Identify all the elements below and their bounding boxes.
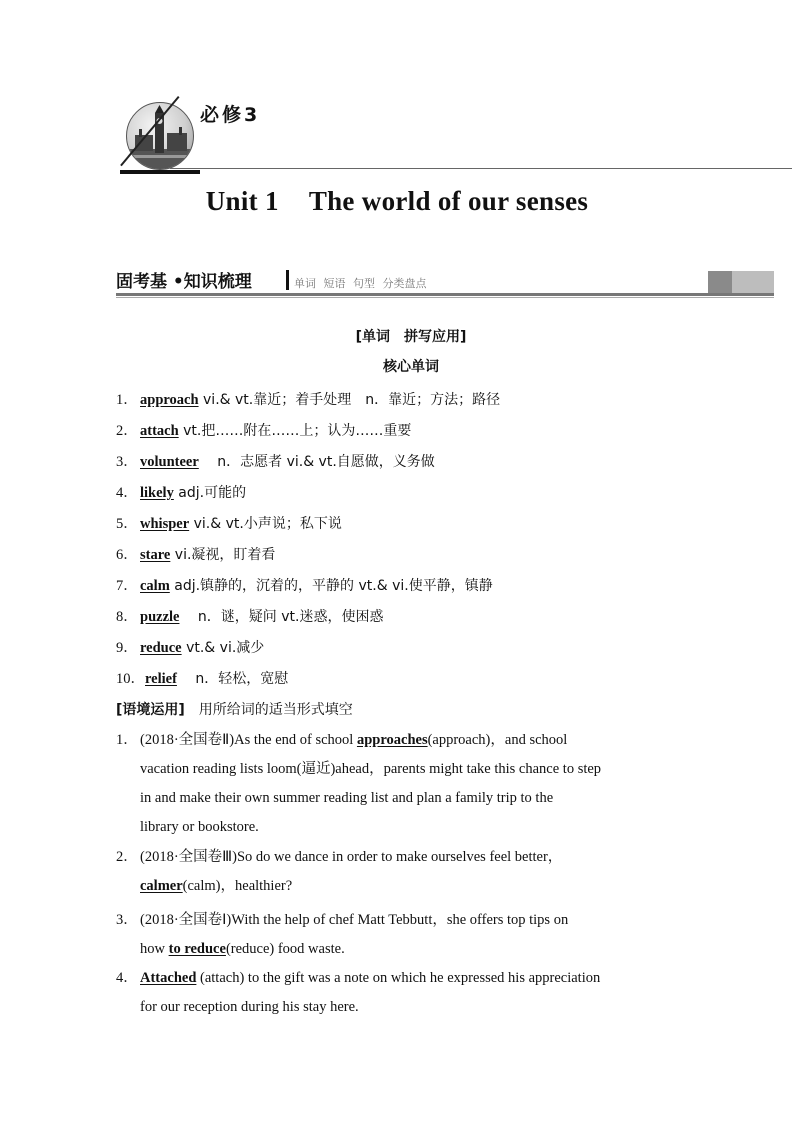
vocab-word: stare xyxy=(140,547,171,563)
item-number: 7． xyxy=(116,578,138,594)
vocab-definition: n．志愿者 vi.& vt.自愿做，义务做 xyxy=(198,454,435,470)
vocab-item xyxy=(116,605,383,626)
vocab-item xyxy=(116,574,493,595)
item-number: 8． xyxy=(116,609,138,625)
exercise-text: (reduce) food waste. xyxy=(225,941,345,957)
section-rule xyxy=(116,293,774,296)
unit-title xyxy=(0,186,794,217)
vocab-subheading: 核心单词 xyxy=(383,359,439,375)
unit-name: The world of our senses xyxy=(308,186,589,216)
vocab-word: whisper xyxy=(140,516,190,532)
vocab-item xyxy=(116,481,246,502)
exercise-answer: approaches xyxy=(356,732,428,748)
exercise-answer: to reduce xyxy=(168,941,226,957)
exercise-answer: calmer xyxy=(140,878,183,894)
item-number: 9． xyxy=(116,640,138,656)
vocab-word: reduce xyxy=(140,640,182,656)
context-heading xyxy=(116,699,353,719)
section-separator xyxy=(286,270,289,290)
vocab-definition: vi.& vt.靠近；着手处理 n．靠近；方法；路径 xyxy=(198,392,501,408)
vocab-heading: [单词 拼写应用] xyxy=(355,329,467,345)
vocab-item xyxy=(116,388,500,409)
section-rule-thin xyxy=(116,297,774,298)
vocab-word: calm xyxy=(140,578,170,594)
exercise-1 xyxy=(116,726,716,842)
exercise-text: (calm)，healthier? xyxy=(182,878,293,894)
vocab-item xyxy=(116,450,435,471)
vocab-word: puzzle xyxy=(140,609,180,625)
exercise-number: 1． xyxy=(116,732,138,748)
exercise-text: library or bookstore. xyxy=(140,819,259,835)
item-number: 2． xyxy=(116,423,138,439)
exercise-number: 4． xyxy=(116,970,138,986)
vocab-item xyxy=(116,543,275,564)
vocab-definition: adj.可能的 xyxy=(173,485,247,501)
exercise-answer: Attached xyxy=(140,970,197,986)
vocab-word: approach xyxy=(140,392,199,408)
exercise-text: (approach)，and school xyxy=(427,732,568,748)
book-header xyxy=(118,96,678,176)
item-number: 3． xyxy=(116,454,138,470)
exercise-3 xyxy=(116,906,716,964)
unit-number: Unit 1 xyxy=(205,186,279,216)
section-title: 固考基 •知识梳理 xyxy=(116,272,252,292)
vocab-definition: vi.凝视，盯着看 xyxy=(170,547,276,563)
exercise-text: for our reception during his stay here. xyxy=(140,999,359,1015)
exercise-text: (2018·全国卷Ⅲ)So do we dance in order to make ourselves feel better， xyxy=(140,849,563,865)
bar-block-dark xyxy=(708,271,732,293)
vocab-word: likely xyxy=(140,485,174,501)
vocab-word: volunteer xyxy=(140,454,199,470)
section-bar xyxy=(116,266,774,298)
exercise-number: 3． xyxy=(116,912,138,928)
header-thick-rule xyxy=(120,170,200,174)
exercise-text: (2018·全国卷Ⅰ)With the help of chef Matt Tebbutt，she offers top tips on xyxy=(140,912,569,928)
exercise-2 xyxy=(116,843,716,901)
exercise-text: in and make their own summer reading list and plan a family trip to the xyxy=(140,790,554,806)
big-ben-seal-icon xyxy=(126,102,194,170)
book-label: 必修3 xyxy=(200,104,261,126)
vocab-item xyxy=(116,419,411,440)
vocab-definition: vt.把……附在……上；认为……重要 xyxy=(178,423,412,439)
vocab-definition: n．轻松，宽慰 xyxy=(176,671,289,687)
bar-block-light xyxy=(732,271,774,293)
vocab-word: relief xyxy=(145,671,177,687)
context-instruction: 用所给词的适当形式填空 xyxy=(184,702,353,718)
vocab-definition: vi.& vt.小声说；私下说 xyxy=(189,516,342,532)
item-number: 5． xyxy=(116,516,138,532)
item-number: 10． xyxy=(116,671,145,687)
exercise-text: (2018·全国卷Ⅱ)As the end of school xyxy=(140,732,357,748)
exercise-text: (attach) to the gift was a note on which he expressed his appreciation xyxy=(196,970,601,986)
exercise-number: 2． xyxy=(116,849,138,865)
context-tag: [语境运用] xyxy=(116,702,185,718)
item-number: 4． xyxy=(116,485,138,501)
vocab-item xyxy=(116,667,288,688)
vocab-definition: adj.镇静的，沉着的，平静的 vt.& vi.使平静，镇静 xyxy=(169,578,493,594)
exercise-text: how xyxy=(140,941,169,957)
header-rule xyxy=(170,168,792,169)
exercise-text: vacation reading lists loom(逼近)ahead，parents might take this chance to step xyxy=(140,761,602,777)
vocab-definition: n．谜，疑问 vt.迷惑，使困惑 xyxy=(179,609,384,625)
section-subtitle: 单词 短语 句型 分类盘点 xyxy=(294,277,427,290)
vocab-item xyxy=(116,636,264,657)
item-number: 6． xyxy=(116,547,138,563)
vocab-item xyxy=(116,512,342,533)
vocab-definition: vt.& vi.减少 xyxy=(181,640,265,656)
item-number: 1． xyxy=(116,392,138,408)
vocab-word: attach xyxy=(140,423,179,439)
exercise-4 xyxy=(116,964,716,1022)
